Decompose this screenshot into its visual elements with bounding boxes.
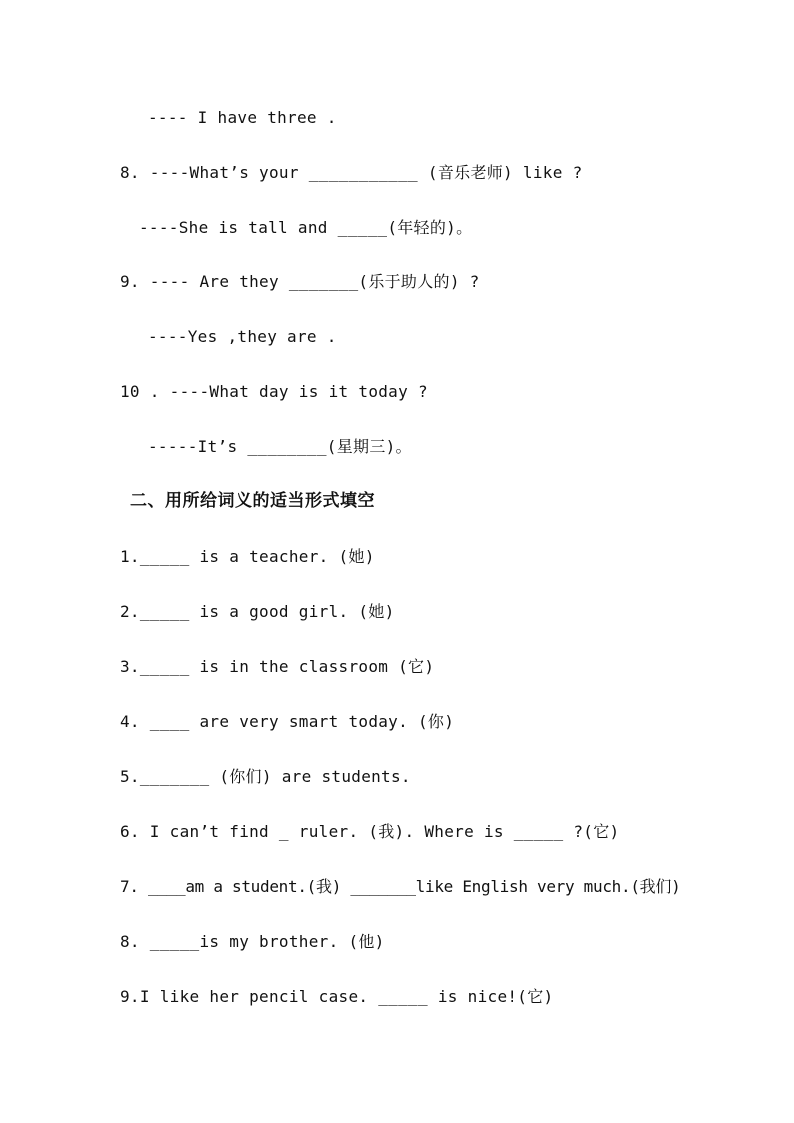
- item10-answer: -----It’s ________(星期三)。: [148, 437, 412, 456]
- list-item: 4. ____ are very smart today. (你): [120, 712, 455, 731]
- list-item: 6. I can’t find _ ruler. (我). Where is _____ ?(它): [120, 822, 620, 841]
- section-two-heading: 二、用所给词义的适当形式填空: [130, 491, 375, 511]
- item8-question: 8. ----What’s your ___________ (音乐老师) like ?: [120, 163, 583, 182]
- item10-question: 10 . ----What day is it today ?: [120, 382, 428, 401]
- list-item: 5._______ (你们) are students.: [120, 767, 411, 786]
- list-item: 2._____ is a good girl. (她): [120, 602, 395, 621]
- item9-question: 9. ---- Are they _______(乐于助人的) ?: [120, 272, 480, 291]
- item7-answer: ---- I have three .: [148, 108, 337, 127]
- list-item: 8. _____is my brother. (他): [120, 932, 385, 951]
- item9-answer: ----Yes ,they are .: [148, 327, 337, 346]
- item8-answer: ----She is tall and _____(年轻的)。: [139, 218, 473, 237]
- list-item: 1._____ is a teacher. (她): [120, 547, 375, 566]
- list-item: 9.I like her pencil case. _____ is nice!(它): [120, 987, 554, 1006]
- list-item: 7. ____am a student.(我) _______like English very much.(我们): [120, 877, 681, 896]
- list-item: 3._____ is in the classroom (它): [120, 657, 435, 676]
